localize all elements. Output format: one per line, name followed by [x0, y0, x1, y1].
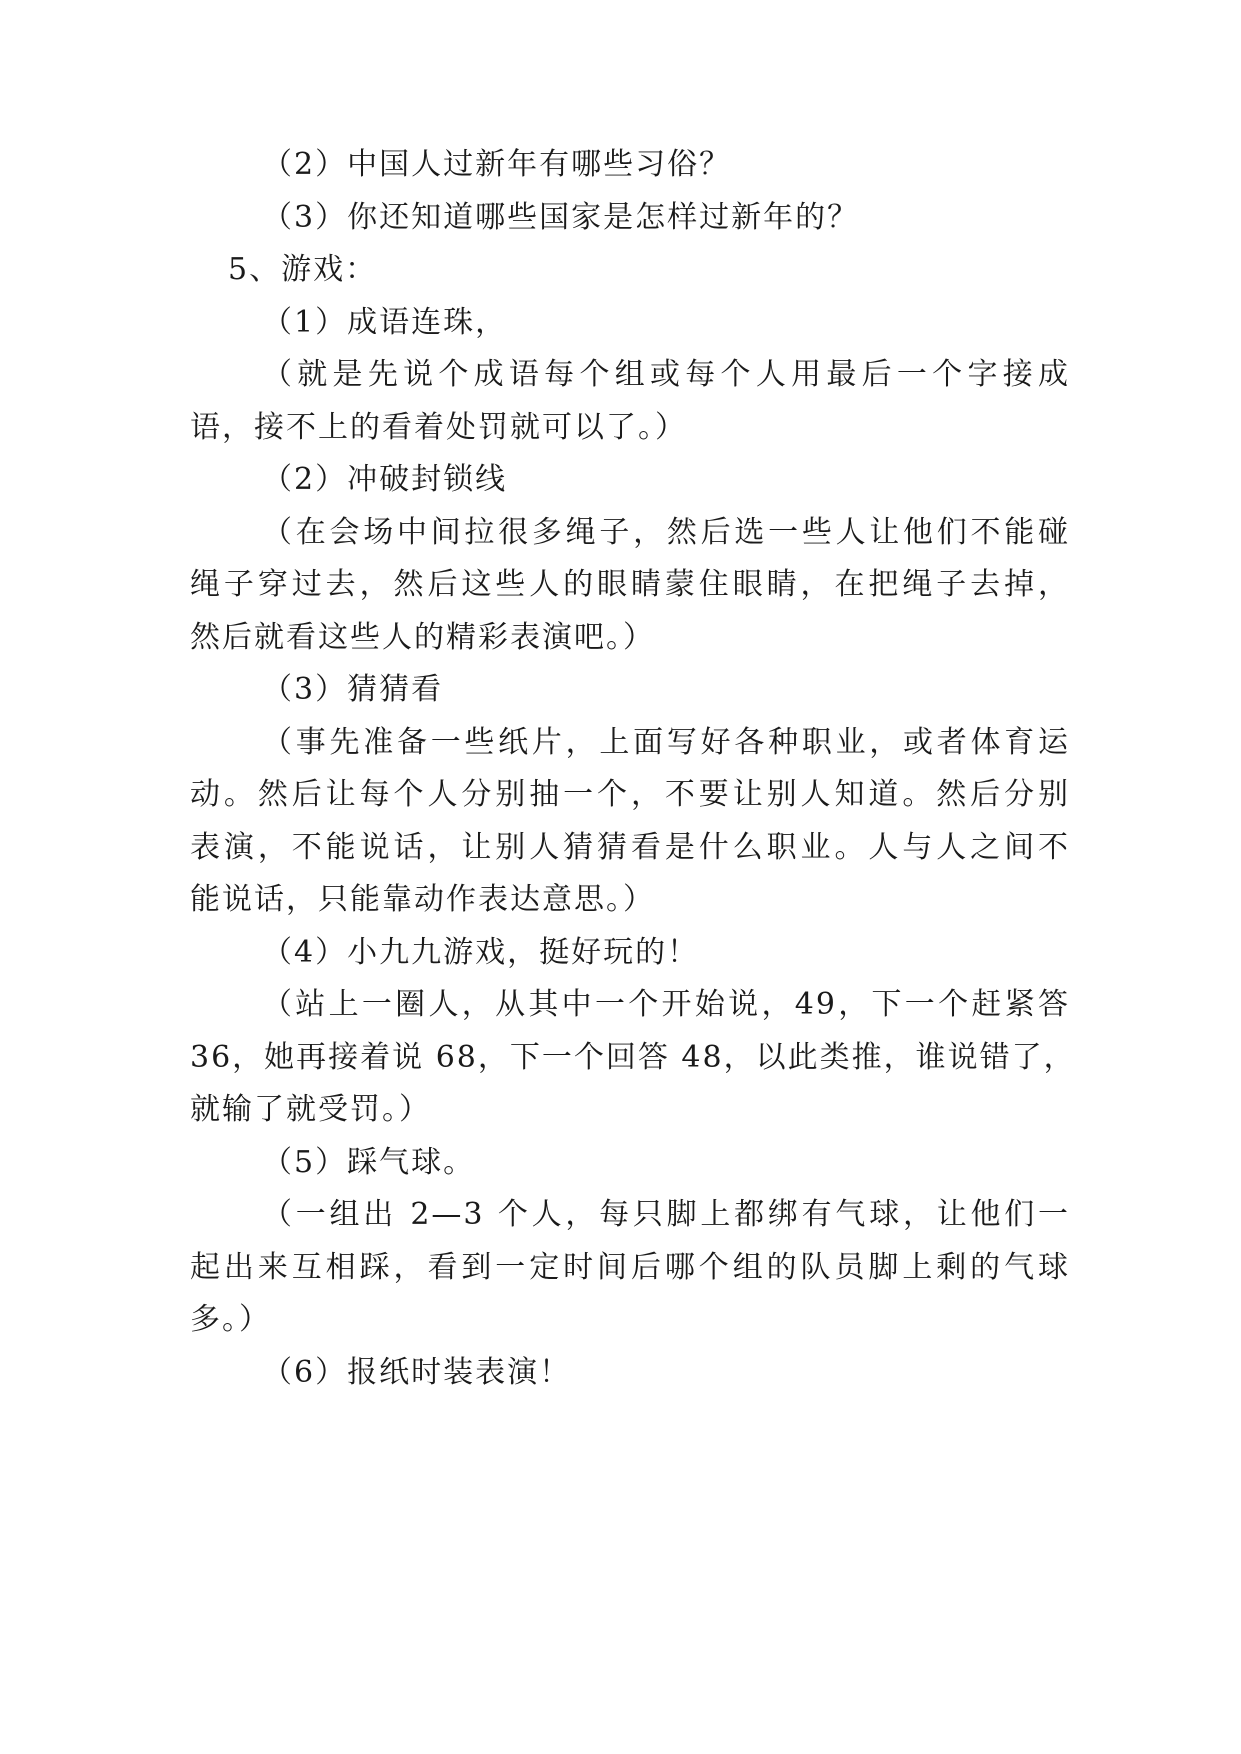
paragraph-line: 起出来互相踩，看到一定时间后哪个组的队员脚上剩的气球 — [190, 1250, 1070, 1285]
paragraph-line: （5）踩气球。 — [262, 1145, 476, 1180]
paragraph-line: 表演，不能说话，让别人猜猜看是什么职业。人与人之间不 — [190, 830, 1070, 865]
section-heading: 5、游戏： — [228, 252, 378, 287]
paragraph-line: 语，接不上的看着处罚就可以了。） — [190, 410, 687, 445]
paragraph-line: 动。然后让每个人分别抽一个，不要让别人知道。然后分别 — [190, 777, 1070, 812]
paragraph-line: （站上一圈人，从其中一个开始说，49，下一个赶紧答 — [262, 987, 1070, 1022]
paragraph-line: （3）你还知道哪些国家是怎样过新年的？ — [262, 200, 860, 235]
paragraph-line: （1）成语连珠， — [262, 305, 508, 340]
paragraph-line: （6）报纸时装表演！ — [262, 1355, 572, 1390]
paragraph-line: （一组出 2—3 个人，每只脚上都绑有气球，让他们一 — [262, 1197, 1070, 1232]
paragraph-line: （4）小九九游戏，挺好玩的！ — [262, 935, 700, 970]
paragraph-line: 能说话，只能靠动作表达意思。） — [190, 882, 655, 917]
paragraph-line: 然后就看这些人的精彩表演吧。） — [190, 620, 655, 655]
paragraph-line: （就是先说个成语每个组或每个人用最后一个字接成 — [262, 357, 1070, 392]
paragraph-line: （事先准备一些纸片，上面写好各种职业，或者体育运 — [262, 725, 1070, 760]
paragraph-line: 绳子穿过去，然后这些人的眼睛蒙住眼睛，在把绳子去掉， — [190, 567, 1070, 602]
paragraph-line: （2）冲破封锁线 — [262, 462, 508, 497]
paragraph-line: （在会场中间拉很多绳子，然后选一些人让他们不能碰 — [262, 515, 1070, 550]
paragraph-line: （3）猜猜看 — [262, 672, 444, 707]
paragraph-line: 多。） — [190, 1302, 271, 1337]
paragraph-line: 36，她再接着说 68，下一个回答 48，以此类推，谁说错了， — [190, 1040, 1076, 1075]
paragraph-line: （2）中国人过新年有哪些习俗？ — [262, 147, 732, 182]
paragraph-line: 就输了就受罚。） — [190, 1092, 431, 1127]
